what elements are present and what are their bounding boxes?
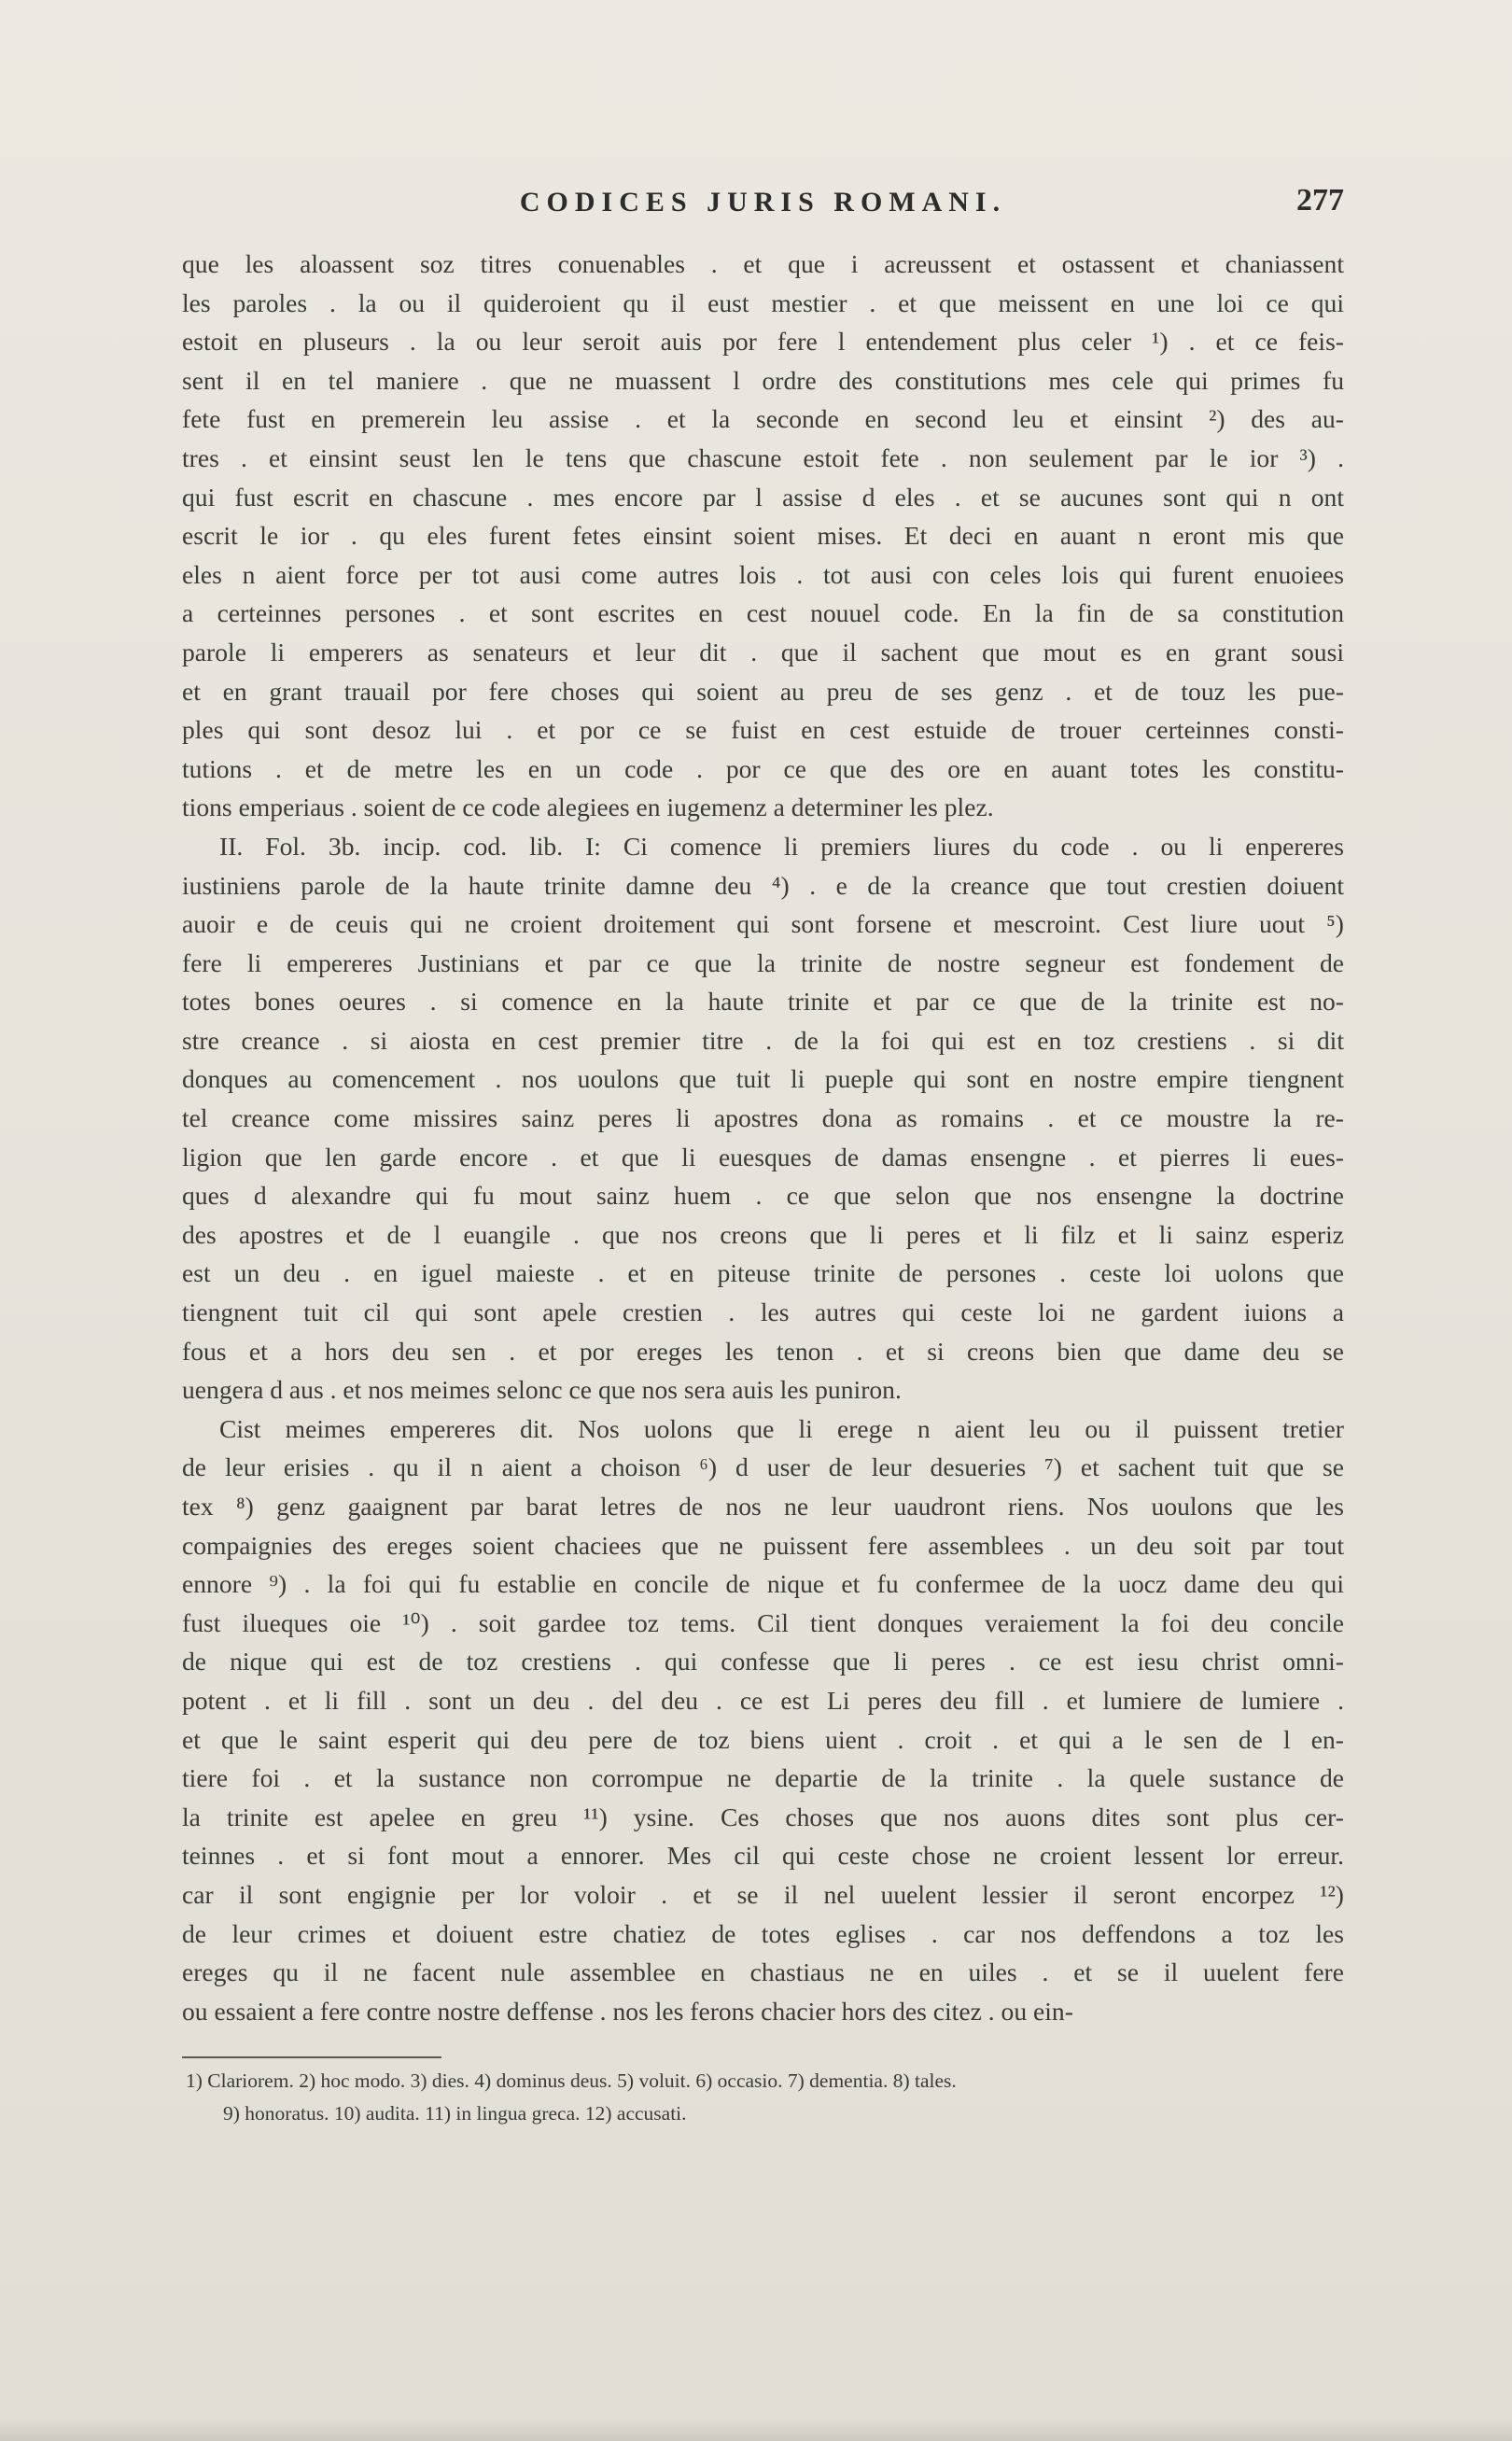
page-header (182, 183, 1344, 224)
text-line: uengera d aus . et nos meimes selonc ce que nos sera auis les puniron. (182, 1375, 902, 1405)
text-line: totes bones oeures . si comence en la haute trinite et par ce que de la trinite est no- (182, 987, 1344, 1017)
text-line: tiere foi . et la sustance non corrompue ne departie de la trinite . la quele sustance de (182, 1763, 1344, 1793)
text-line: compaignies des ereges soient chaciees que ne puissent fere assemblees . un deu soit par tout (182, 1530, 1344, 1560)
text-line: ennore ⁹) . la foi qui fu establie en concile de nique et fu confermee de la uocz dame deu qui (182, 1569, 1344, 1599)
text-line: sent il en tel maniere . que ne muassent l ordre des constitutions mes cele qui primes fu (182, 365, 1344, 395)
text-line: ligion que len garde encore . et que li euesques de damas ensengne . et pierres li eues- (182, 1142, 1344, 1171)
text-line: parole li emperers as senateurs et leur dit . que il sachent que mout es en grant sousi (182, 637, 1344, 666)
text-line: fete fust en premerein leu assise . et la seconde en second leu et einsint ²) des au- (182, 404, 1344, 434)
text-line: fous et a hors deu sen . et por ereges les tenon . et si creons bien que dame deu se (182, 1336, 1344, 1366)
text-line: et que le saint esperit qui deu pere de toz biens uient . croit . et qui a le sen de l en- (182, 1724, 1344, 1754)
text-line: auoir e de ceuis qui ne croient droitement qui sont forsene et mescroint. Cest liure uout ⁵) (182, 909, 1344, 939)
body-text (182, 245, 1344, 2030)
text-line: car il sont engignie per lor voloir . et se il nel uuelent lessier il seront encorpez ¹²) (182, 1879, 1344, 1909)
text-line: ou essaient a fere contre nostre deffense . nos les ferons chacier hors des citez . ou ein- (182, 1996, 1073, 2026)
text-line: de leur crimes et doiuent estre chatiez de totes eglises . car nos deffendons a toz les (182, 1918, 1344, 1948)
text-line: tres . et einsint seust len le tens que chascune estoit fete . non seulement par le ior ³) . (182, 442, 1344, 472)
text-line: de leur erisies . qu il n aient a choison ⁶) d user de leur desueries ⁷) et sachent tuit que se (182, 1452, 1344, 1482)
text-line: eles n aient force per tot ausi come autres lois . tot ausi con celes lois qui furent enuoiees (182, 559, 1344, 589)
text-line: stre creance . si aiosta en cest premier titre . de la foi qui est en toz crestiens . si dit (182, 1025, 1344, 1055)
text-line: donques au comencement . nos uoulons que tuit li pueple qui sont en nostre empire tiengnent (182, 1064, 1344, 1094)
text-line: potent . et li fill . sont un deu . del deu . ce est Li peres deu fill . et lumiere de lumiere . (182, 1685, 1344, 1715)
text-line: ples qui sont desoz lui . et por ce se fuist en cest estuide de trouer certeinnes consti- (182, 715, 1344, 745)
text-line: iustiniens parole de la haute trinite damne deu ⁴) . e de la creance que tout crestien doiuent (182, 870, 1344, 900)
text-line: II. Fol. 3b. incip. cod. lib. I: Ci comence li premiers liures du code . ou li enpereres (219, 831, 1344, 861)
text-line: teinnes . et si font mout a ennorer. Mes cil qui ceste chose ne croient lessent lor erreur. (182, 1841, 1344, 1871)
text-line: est un deu . en iguel maieste . et en piteuse trinite de persones . ceste loi uolons que (182, 1258, 1344, 1288)
page-number: 277 (1296, 183, 1344, 217)
text-line: escrit le ior . qu eles furent fetes einsint soient mises. Et deci en auant n eront mis que (182, 521, 1344, 551)
footnote-line: 1) Clariorem. 2) hoc modo. 3) dies. 4) dominus deus. 5) voluit. 6) occasio. 7) dementia. 8) tales. (186, 2069, 957, 2092)
text-line: tutions . et de metre les en un code . por ce que des ore en auant totes les constitu- (182, 753, 1344, 783)
text-line: les paroles . la ou il quideroient qu il eust mestier . et que meissent en une loi ce qui (182, 288, 1344, 317)
text-line: qui fust escrit en chascune . mes encore par l assise d eles . et se aucunes sont qui n ont (182, 482, 1344, 512)
page-bottom-edge (0, 2419, 1512, 2441)
footnote-line: 9) honoratus. 10) audita. 11) in lingua greca. 12) accusati. (223, 2102, 687, 2125)
text-line: Cist meimes empereres dit. Nos uolons que li erege n aient leu ou il puissent tretier (219, 1413, 1344, 1443)
text-line: et en grant trauail por fere choses qui soient au preu de ses genz . et de touz les pue- (182, 676, 1344, 706)
text-line: la trinite est apelee en greu ¹¹) ysine. Ces choses que nos auons dites sont plus cer- (182, 1802, 1344, 1831)
running-head: CODICES JURIS ROMANI. (519, 187, 1007, 217)
text-line: tions emperiaus . soient de ce code alegiees en iugemenz a determiner les plez. (182, 793, 994, 822)
text-line: des apostres et de l euangile . que nos creons que li peres et li filz et li sainz esperiz (182, 1219, 1344, 1249)
footnote-rule (182, 2056, 441, 2058)
text-line: que les aloassent soz titres conuenables . et que i acreussent et ostassent et chaniassent (182, 249, 1344, 278)
text-line: de nique qui est de toz crestiens . qui confesse que li peres . ce est iesu christ omni- (182, 1647, 1344, 1676)
text-line: a certeinnes persones . et sont escrites en cest nouuel code. En la fin de sa constitution (182, 598, 1344, 628)
text-line: fust ilueques oie ¹⁰) . soit gardee toz tems. Cil tient donques veraiement la foi deu concile (182, 1607, 1344, 1637)
text-line: tiengnent tuit cil qui sont apele crestien . les autres qui ceste loi ne gardent iuions a (182, 1298, 1344, 1327)
text-line: ereges qu il ne facent nule assemblee en chastiaus ne en uiles . et se il uuelent fere (182, 1957, 1344, 1987)
text-line: ques d alexandre qui fu mout sainz huem . ce que selon que nos ensengne la doctrine (182, 1181, 1344, 1211)
text-line: tex ⁸) genz gaaignent par barat letres de nos ne leur uaudront riens. Nos uoulons que les (182, 1492, 1344, 1521)
text-line: tel creance come missires sainz peres li apostres dona as romains . et ce moustre la re- (182, 1103, 1344, 1133)
footnotes (182, 2065, 1344, 2130)
text-line: fere li empereres Justinians et par ce que la trinite de nostre segneur est fondement de (182, 947, 1344, 977)
text-line: estoit en pluseurs . la ou leur seroit auis por fere l entendement plus celer ¹) . et ce feis- (182, 327, 1344, 357)
